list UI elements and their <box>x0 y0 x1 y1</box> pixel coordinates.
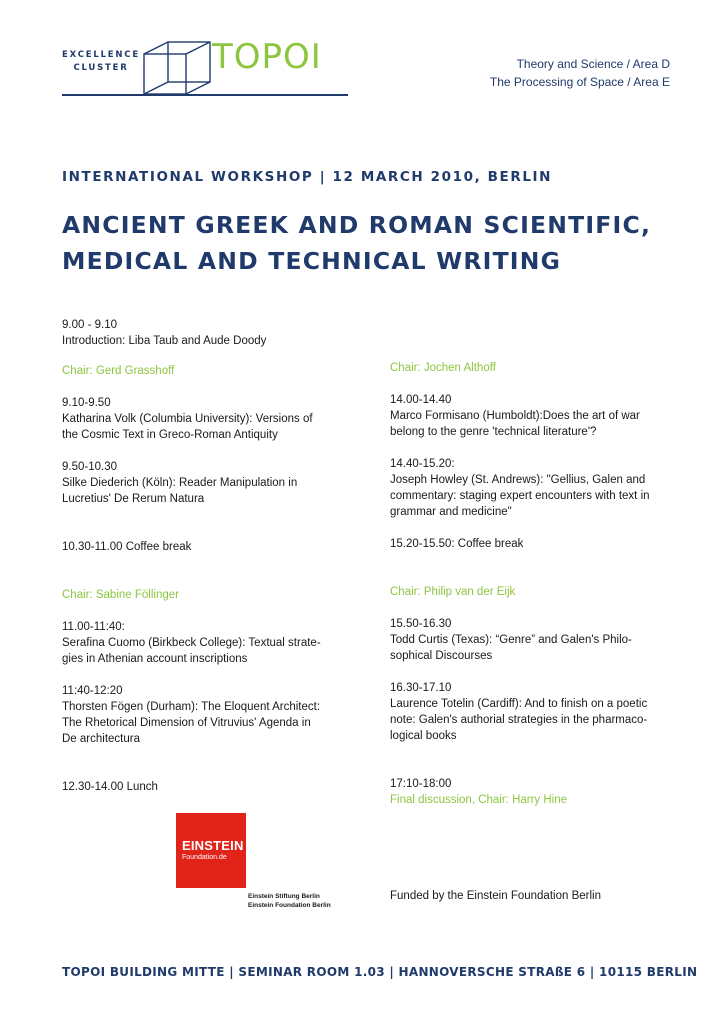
lunch-break: 12.30-14.00 Lunch <box>62 781 158 793</box>
talk-line: Silke Diederich (Köln): Reader Manipulation in <box>62 477 298 489</box>
talk-line: note: Galen's authorial strategies in the pharmaco- <box>390 714 648 726</box>
talk-line: Thorsten Fögen (Durham): The Eloquent Architect: <box>62 701 321 713</box>
einstein-caption <box>248 892 368 910</box>
talk-block <box>390 680 710 744</box>
logo-excellence-text: EXCELLENCE <box>62 50 140 60</box>
talk-line: Katharina Volk (Columbia University): Versions of <box>62 413 313 425</box>
talk-block <box>62 619 362 667</box>
session-time: 9.00 - 9.10 <box>62 319 117 331</box>
area-e: The Processing of Space / Area E <box>489 75 670 89</box>
talk-block <box>62 459 362 507</box>
talk-line: belong to the genre 'technical literature'? <box>390 426 597 438</box>
session-time: 14.00-14.40 <box>390 394 452 406</box>
talk-line: grammar and medicine" <box>390 506 512 518</box>
program-left-column <box>62 317 362 797</box>
session-time: 9.50-10.30 <box>62 461 117 473</box>
chair-label: Chair: Gerd Grasshoff <box>62 365 175 377</box>
einstein-red-box <box>176 813 246 888</box>
event-line: INTERNATIONAL WORKSHOP | 12 MARCH 2010, BERLIN <box>62 169 553 185</box>
talk-line: logical books <box>390 730 457 742</box>
talk-line: the Cosmic Text in Greco-Roman Antiquity <box>62 429 278 441</box>
talk-line: De architectura <box>62 733 140 745</box>
einstein-caption-de: Einstein Stiftung Berlin <box>248 893 320 900</box>
logo-excellence-cluster <box>62 49 140 75</box>
logo-rule <box>62 94 348 96</box>
intro-block <box>62 317 362 349</box>
session-time: 16.30-17.10 <box>390 682 452 694</box>
session-time: 15.50-16.30 <box>390 618 452 630</box>
session-text: Introduction: Liba Taub and Aude Doody <box>62 335 267 347</box>
chair-label: Chair: Sabine Föllinger <box>62 589 179 601</box>
talk-line: Todd Curtis (Texas): “Genre” and Galen's Philo- <box>390 634 632 646</box>
session-time: 11:40-12:20 <box>62 685 123 697</box>
talk-line: Laurence Totelin (Cardiff): And to finish on a poetic <box>390 698 648 710</box>
talk-line: sophical Discourses <box>390 650 493 662</box>
talk-block <box>390 616 690 664</box>
program-right-column <box>390 360 690 920</box>
talk-block <box>62 395 362 443</box>
chair-label: Chair: Philip van der Eijk <box>390 586 516 598</box>
title-line-1: ANCIENT GREEK AND ROMAN SCIENTIFIC, <box>62 211 652 239</box>
einstein-foundation-logo <box>176 813 331 909</box>
talk-line: Serafina Cuomo (Birkbeck College): Textual strate- <box>62 637 321 649</box>
chair-label: Chair: Jochen Althoff <box>390 362 496 374</box>
area-d: Theory and Science / Area D <box>516 57 670 71</box>
workshop-title <box>62 207 702 279</box>
talk-line: Joseph Howley (St. Andrews): "Gellius, Galen and <box>390 474 646 486</box>
session-time: 14.40-15.20: <box>390 458 455 470</box>
einstein-caption-en: Einstein Foundation Berlin <box>248 902 331 909</box>
session-time: 17:10-18:00 <box>390 778 452 790</box>
research-areas <box>490 55 670 91</box>
session-time: 9.10-9.50 <box>62 397 111 409</box>
talk-line: gies in Athenian account inscriptions <box>62 653 248 665</box>
cube-icon <box>142 40 212 96</box>
final-discussion <box>390 776 690 808</box>
talk-block <box>62 683 362 747</box>
coffee-break: 15.20-15.50: Coffee break <box>390 538 524 550</box>
talk-line: The Rhetorical Dimension of Vitruvius' Agenda in <box>62 717 311 729</box>
talk-line: commentary: staging expert encounters with text in <box>390 490 650 502</box>
einstein-wordmark: EINSTEIN <box>182 838 244 853</box>
einstein-domain: Foundation.de <box>182 854 227 861</box>
coffee-break: 10.30-11.00 Coffee break <box>62 541 192 553</box>
venue-footer: TOPOI BUILDING MITTE | SEMINAR ROOM 1.03 | HANNOVERSCHE STRAßE 6 | 10115 BERLIN <box>62 965 698 979</box>
logo-topoi-wordmark: TOPOI <box>212 37 322 77</box>
logo-cluster-text: CLUSTER <box>73 63 129 73</box>
topoi-logo <box>62 37 348 96</box>
talk-block <box>390 392 690 440</box>
session-time: 11.00-11:40: <box>62 621 125 633</box>
final-discussion-chair: Final discussion, Chair: Harry Hine <box>390 794 568 806</box>
title-line-2: MEDICAL AND TECHNICAL WRITING <box>62 247 562 275</box>
talk-line: Lucretius' De Rerum Natura <box>62 493 205 505</box>
funding-note: Funded by the Einstein Foundation Berlin <box>390 890 601 902</box>
talk-line: Marco Formisano (Humboldt):Does the art of war <box>390 410 640 422</box>
talk-block <box>390 456 710 520</box>
